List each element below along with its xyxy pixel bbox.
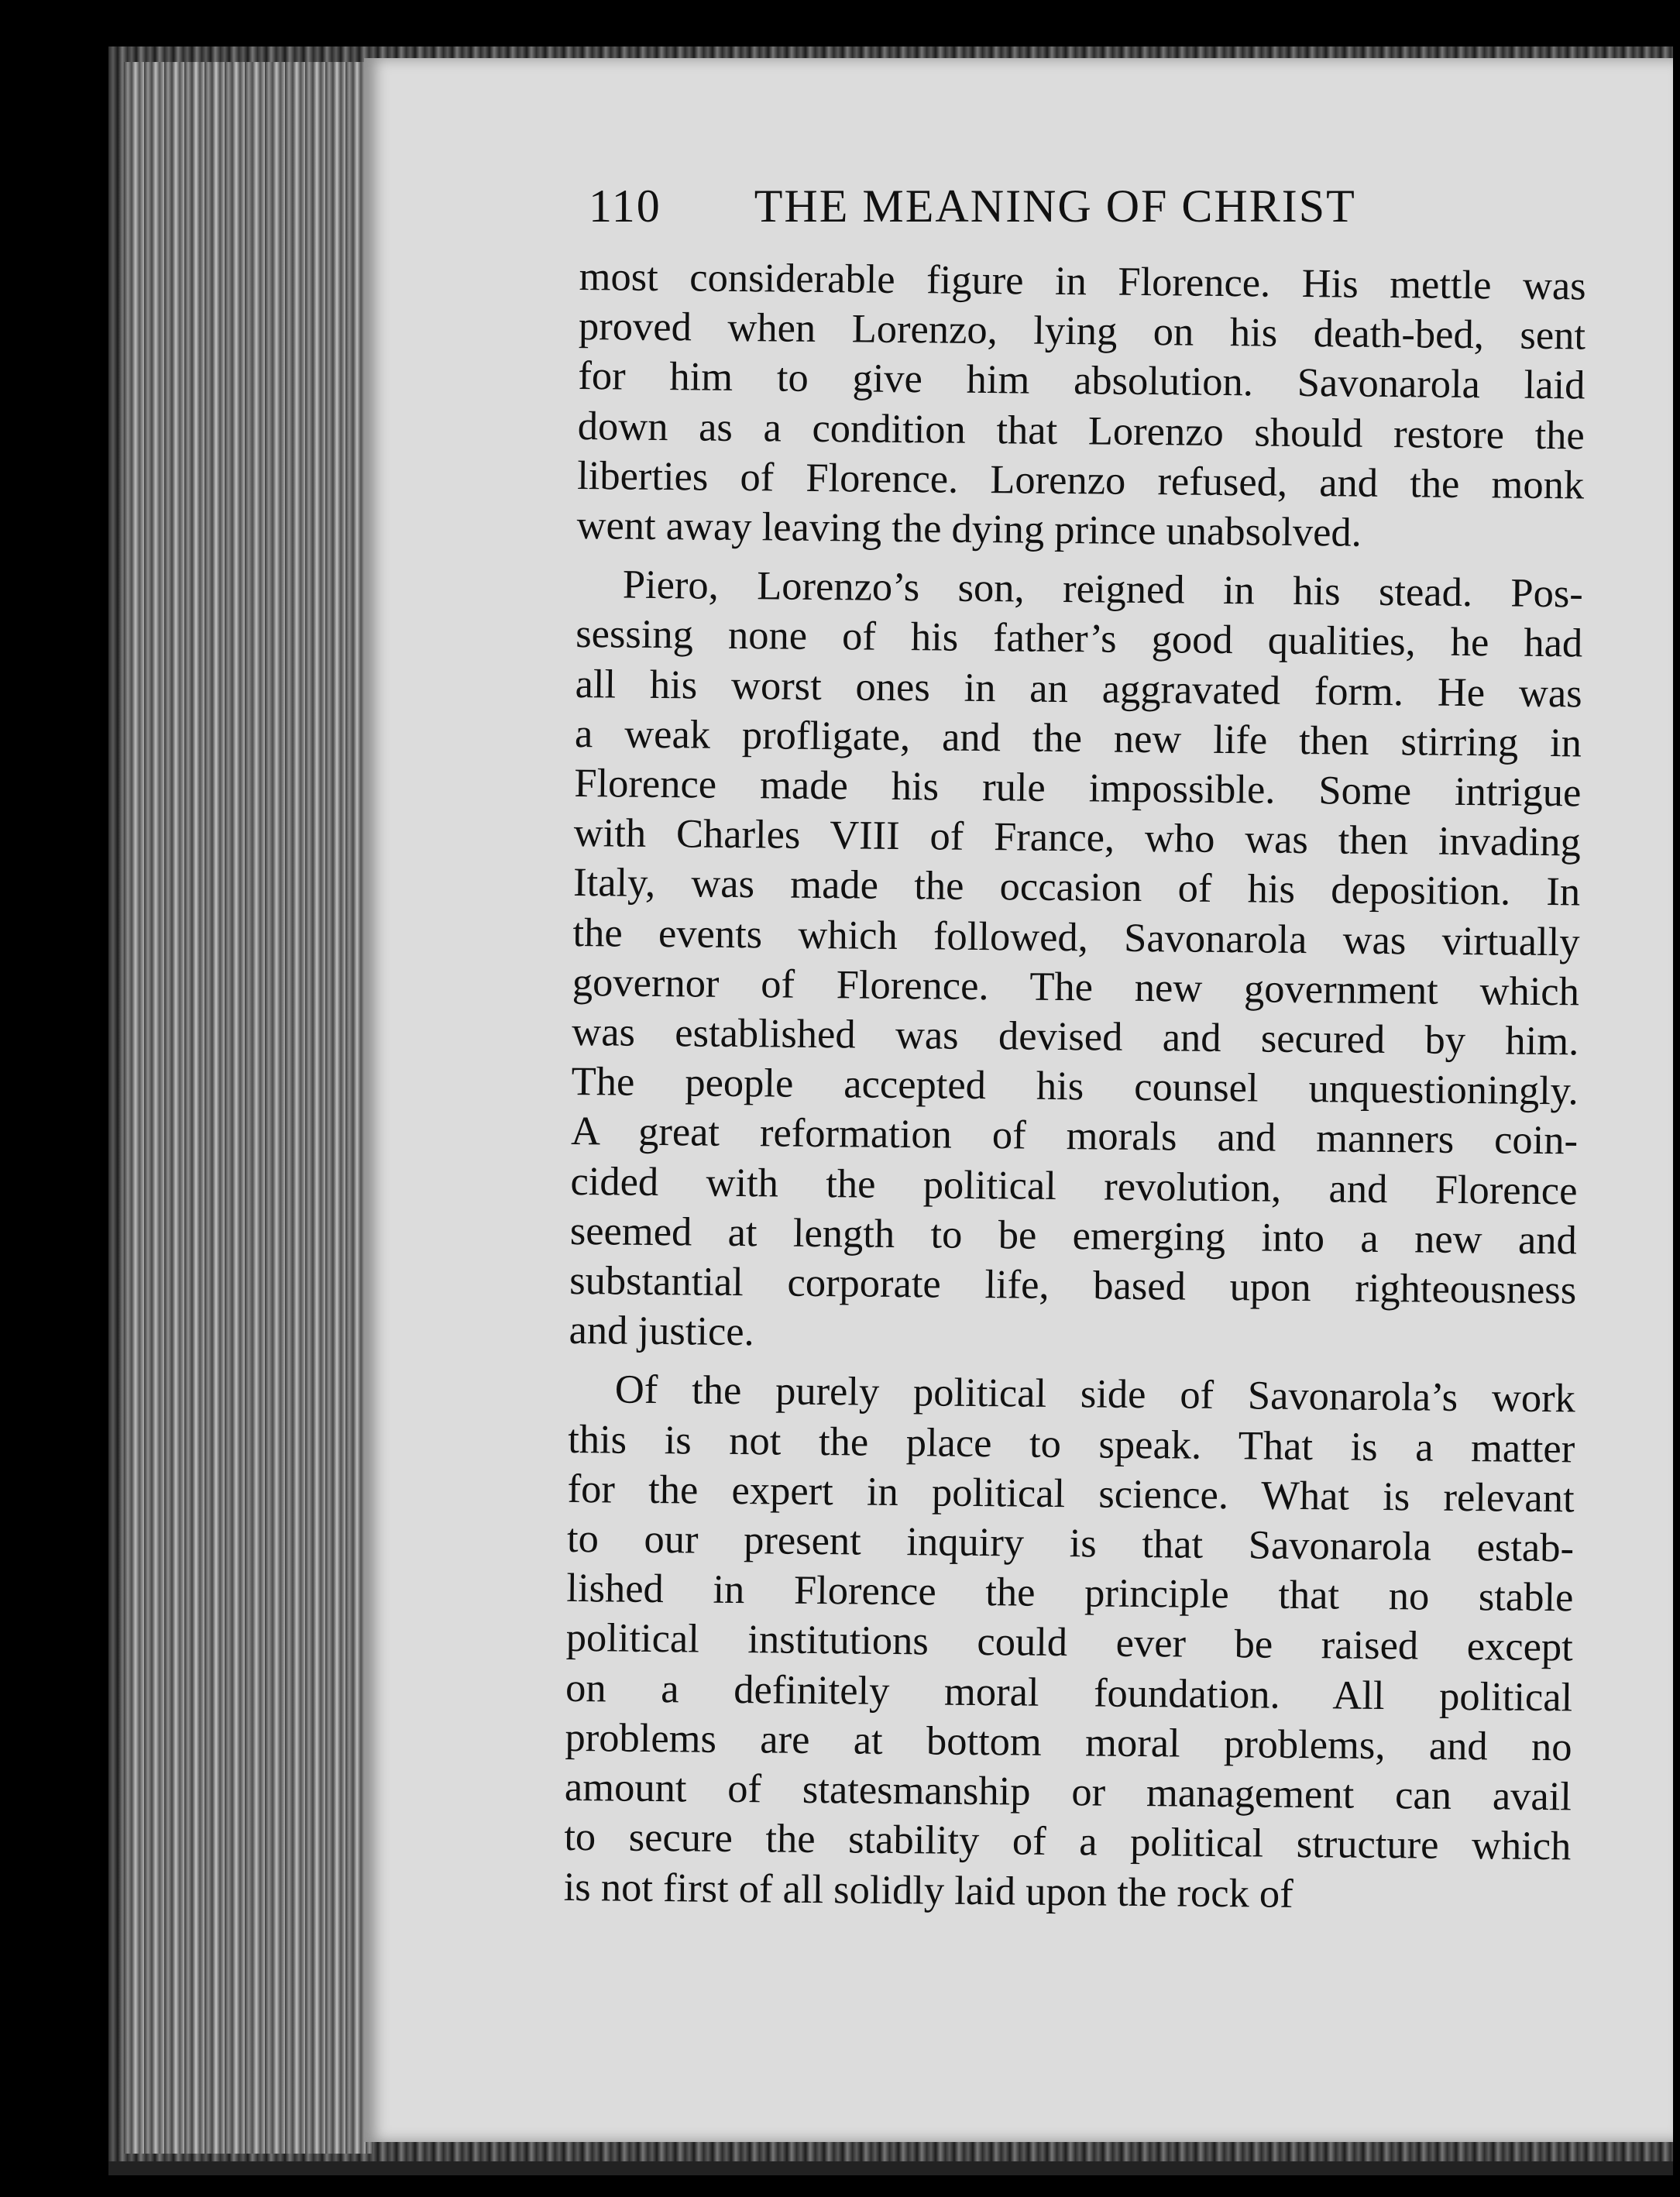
text-line: lished in Florence the principle that no stable <box>566 1566 1574 1621</box>
text-line: on a definitely moral foundation. All political <box>565 1665 1573 1721</box>
paragraph <box>563 1364 1575 1921</box>
text-line: all his worst ones in an aggravated form. He was <box>575 661 1582 717</box>
running-head <box>589 180 1356 233</box>
text-line: proved when Lorenzo, lying on his death-bed, sent <box>578 304 1586 359</box>
text-line: Italy, was made the occasion of his deposition. In <box>572 860 1581 915</box>
text-line: the events which followed, Savonarola was virtually <box>572 909 1580 965</box>
text-line: governor of Florence. The new government which <box>572 959 1580 1015</box>
text-line: down as a condition that Lorenzo should restore the <box>577 403 1586 459</box>
paragraph <box>576 252 1586 560</box>
text-line: seemed at length to be emerging into a new and <box>569 1208 1578 1264</box>
text-line: problems are at bottom moral problems, and no <box>565 1714 1572 1770</box>
body-text <box>563 252 1586 1921</box>
text-line: political institutions could ever be raised except <box>565 1615 1574 1670</box>
text-line: for the expert in political science. What is relevant <box>567 1466 1575 1521</box>
text-line: went away leaving the dying prince unabsolved. <box>576 503 1362 555</box>
text-line: Florence made his rule impossible. Some intrigue <box>574 761 1582 816</box>
text-line: Piero, Lorenzo’s son, reigned in his stead. Pos- <box>622 562 1584 617</box>
running-title: THE MEANING OF CHRIST <box>754 181 1356 232</box>
text-line: cided with the political revolution, and Florence <box>570 1158 1578 1214</box>
page-edges <box>124 62 372 2154</box>
text-line: with Charles VIII of France, who was then invading <box>573 810 1582 865</box>
text-line: a weak profligate, and the new life then stirring in <box>574 710 1582 766</box>
text-line: was established was devised and secured by him. <box>572 1009 1579 1064</box>
paragraph <box>569 559 1583 1365</box>
text-line: to secure the stability of a political structure which <box>564 1814 1572 1869</box>
text-line: for him to give him absolution. Savonarola laid <box>578 353 1586 408</box>
text-line: this is not the place to speak. That is a matter <box>568 1416 1575 1472</box>
text-line: to our present inquiry is that Savonarola estab- <box>566 1516 1575 1571</box>
text-line: and justice. <box>569 1308 755 1355</box>
text-line: is not first of all solidly laid upon the rock of <box>563 1864 1293 1917</box>
text-line: most considerable figure in Florence. His mettle was <box>579 253 1586 309</box>
text-line: sessing none of his father’s good qualities, he had <box>575 611 1583 666</box>
text-line: liberties of Florence. Lorenzo refused, and the monk <box>576 452 1585 508</box>
text-line: Of the purely political side of Savonarola’s work <box>614 1367 1576 1422</box>
text-line: The people accepted his counsel unquestioningly. <box>571 1059 1579 1114</box>
text-line: amount of statesmanship or management can avail <box>564 1765 1572 1820</box>
text-line: A great reformation of morals and manners coin- <box>570 1109 1579 1164</box>
text-line: substantial corporate life, based upon righteousness <box>569 1258 1577 1313</box>
page-number: 110 <box>589 181 661 232</box>
